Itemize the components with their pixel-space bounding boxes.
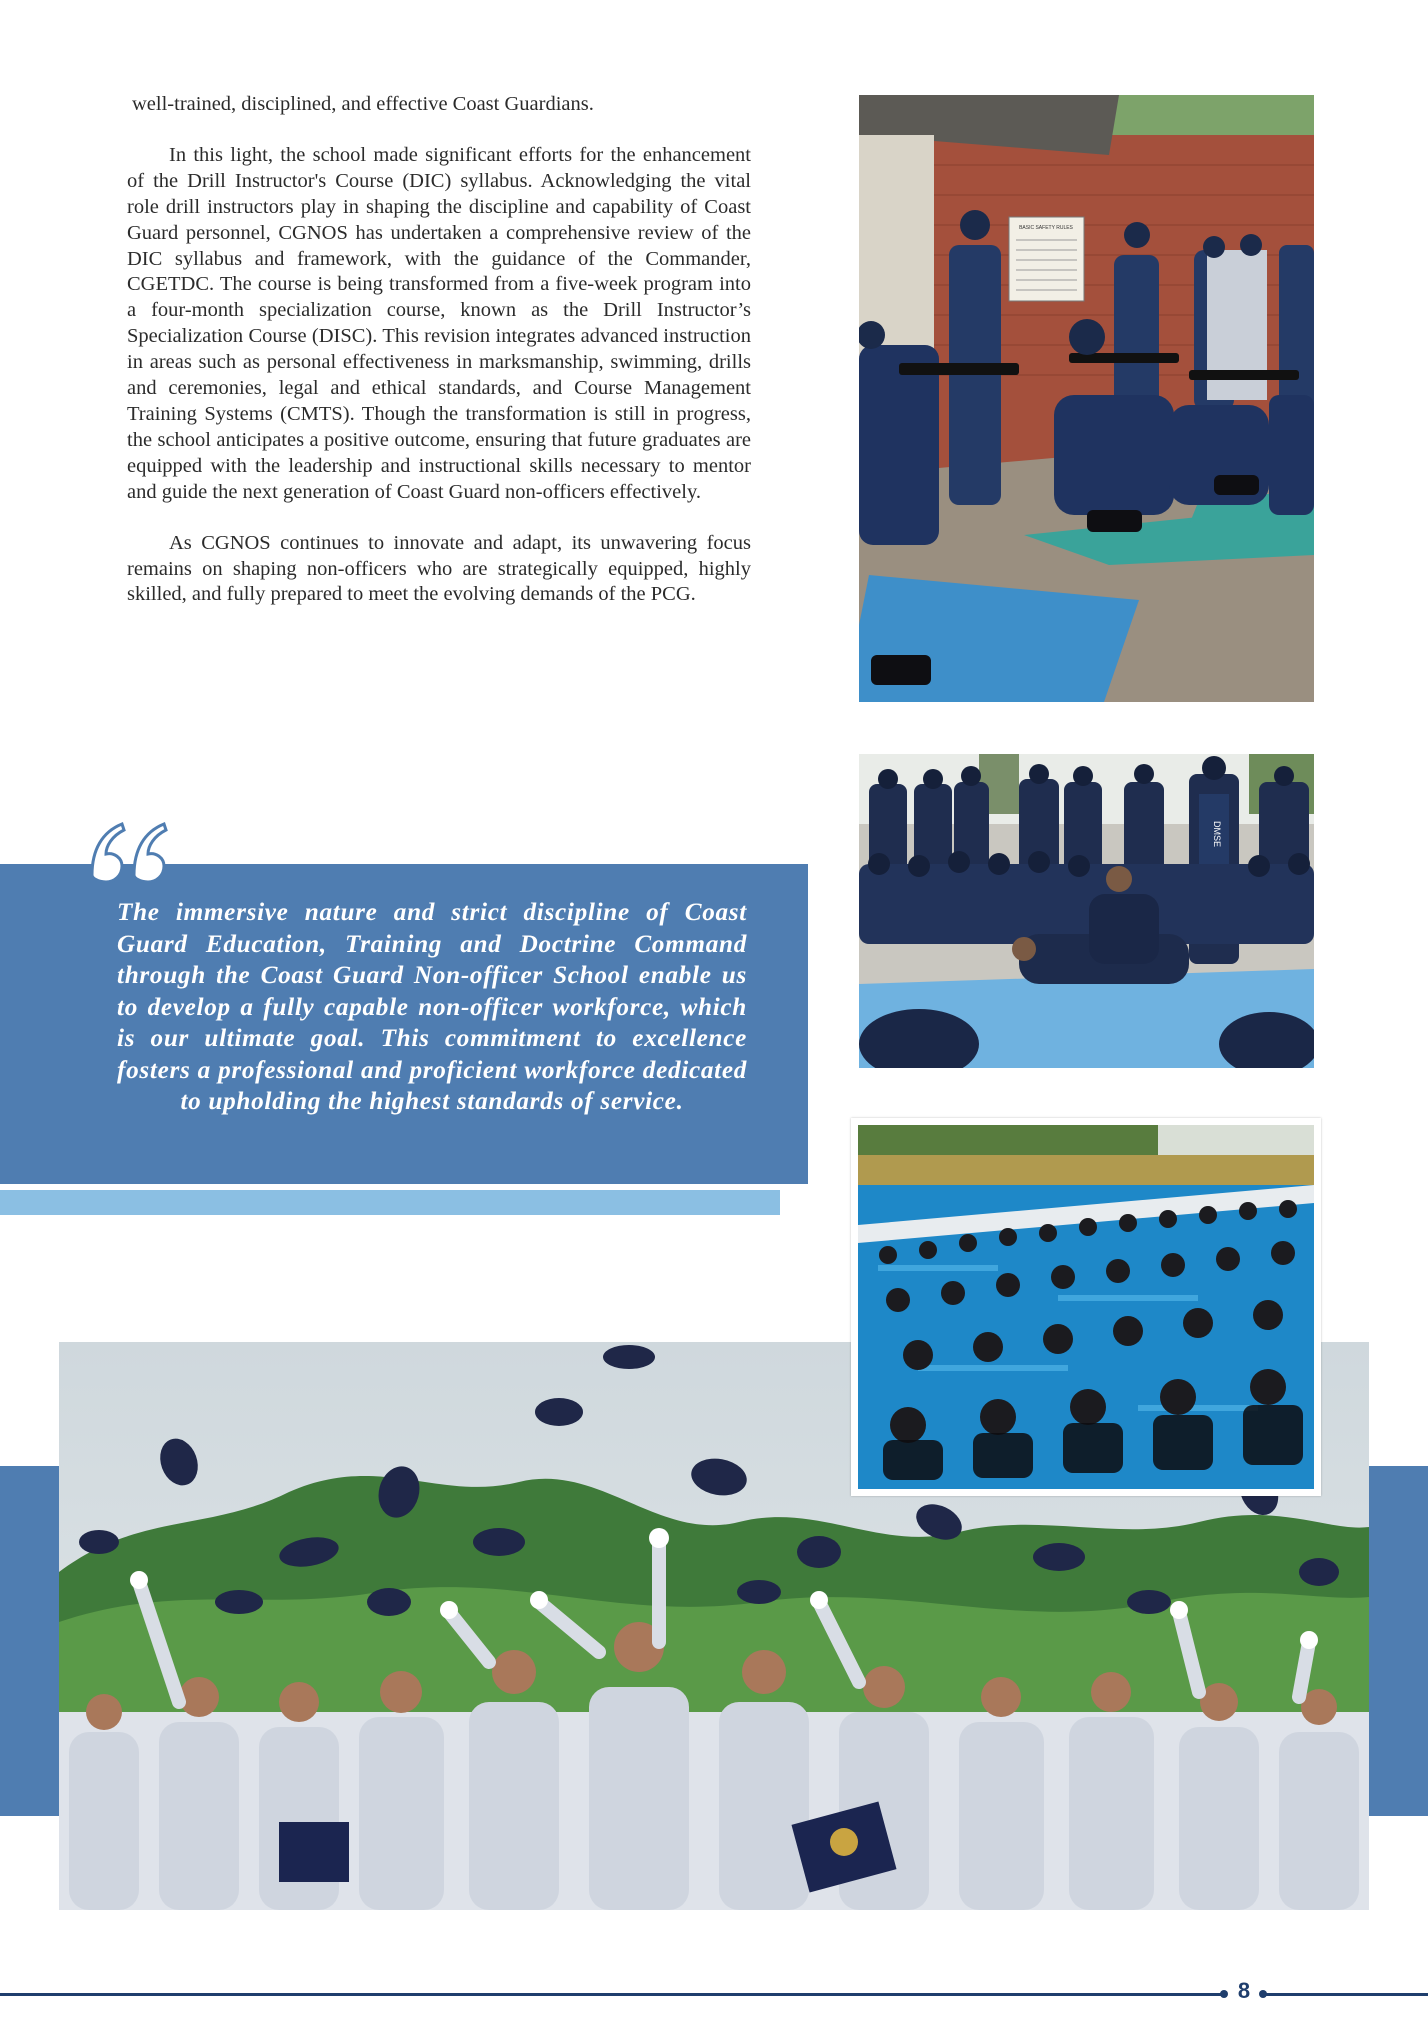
quote-text: The immersive nature and strict discipline of Coast Guard Education, Training and Doctrine Command through the Coast Guard Non-officer School enable us to develop a fully capable non-officer workforce, which is our ultimate goal. This commitment to excellence fosters a professional and proficient workforce dedicated to upholding the highest standards of service. [117, 899, 747, 1115]
article-body [127, 92, 751, 633]
article-paragraph: As CGNOS continues to innovate and adapt, its unwavering focus remains on shaping non-officers who are strategically equipped, highly skilled, and fully prepared to meet the evolving demands of the PCG. [127, 531, 751, 606]
photo-swimming-training [851, 1118, 1321, 1496]
vest-text: DMSE [1212, 820, 1222, 848]
footer-rule-right [1262, 1993, 1428, 1996]
accent-bar-right [1368, 1466, 1428, 1816]
page-number: 8 [1237, 1978, 1251, 2003]
footer-rule-left [0, 1993, 1225, 1996]
article-paragraph: In this light, the school made significant efforts for the enhancement of the Drill Instructor's Course (DIC) syllabus. Acknowledging the vital role drill instructors play in shaping the discipline and capability of Coast Guard personnel, CGNOS has undertaken a comprehensive review of the DIC syllabus and framework, with the guidance of the Commander, CGETDC. The course is being transformed from a five-week program into a four-month specialization course, known as the Drill Instructor’s Specialization Course (DISC). This revision integrates advanced instruction in areas such as personal effectiveness in marksmanship, swimming, drills and ceremonies, legal and ethical standards, and Course Management Training Systems (CMTS). Though the transformation is still in progress, the school anticipates a positive outcome, ensuring that future graduates are equipped with the leadership and instructional skills necessary to mentor and guide the next generation of Coast Guard non-officers effectively. [127, 143, 751, 503]
quote-box-shadow [0, 1190, 780, 1215]
sign-title: BASIC SAFETY RULES [1019, 225, 1073, 231]
article-paragraph: well-trained, disciplined, and effective Coast Guardians. [132, 93, 594, 115]
accent-bar-left [0, 1466, 60, 1816]
photo-defensive-tactics [859, 754, 1314, 1068]
photo-marksmanship-drill [859, 95, 1314, 702]
quote-mark-icon [84, 820, 174, 890]
